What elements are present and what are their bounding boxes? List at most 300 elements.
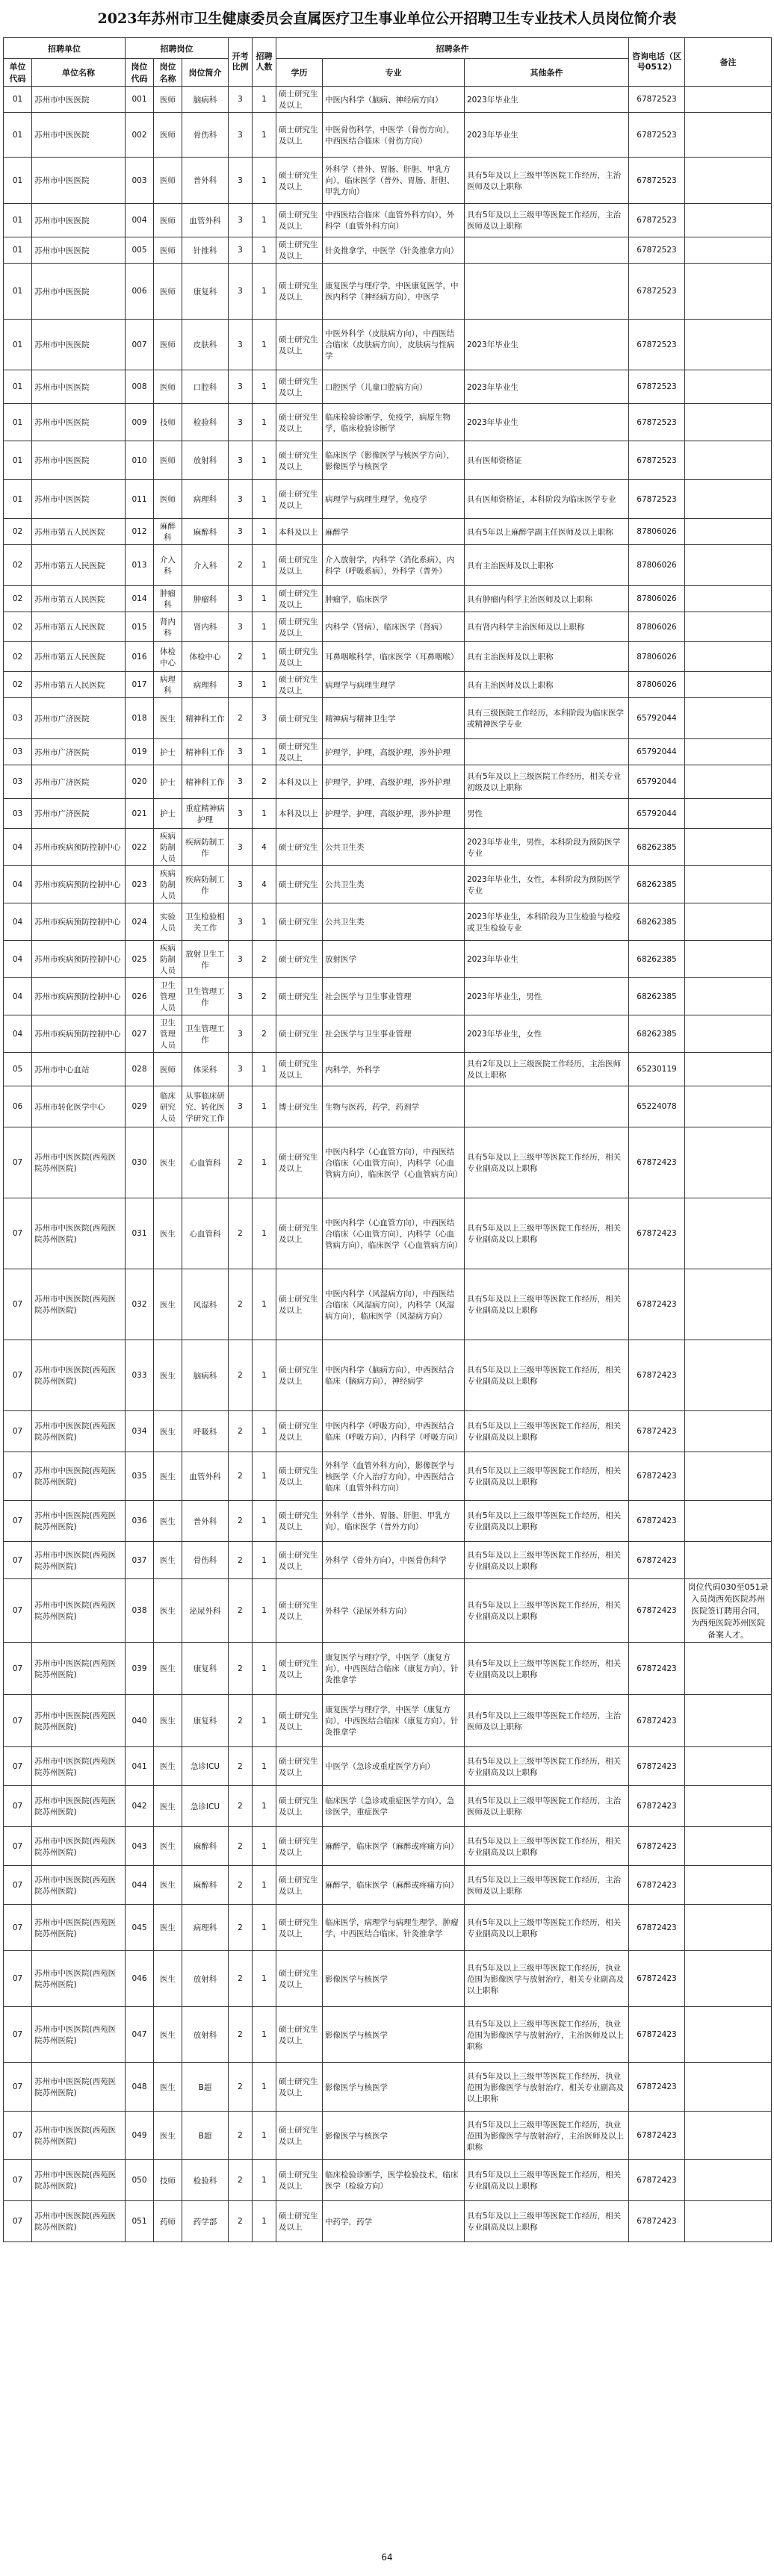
cell-remark: [685, 829, 772, 866]
cell-post-code: 032: [126, 1269, 154, 1340]
cell-post-name: 医生: [154, 2112, 182, 2160]
cell-post-desc: 病理科: [182, 1905, 229, 1951]
cell-other-conditions: [465, 237, 629, 264]
table-row: [4, 941, 772, 978]
cell-post-desc: 呼吸科: [182, 1411, 229, 1452]
cell-post-name: 肾内科: [154, 612, 182, 642]
cell-unit-name: 苏州市中医医院(西苑医院苏州医院): [32, 1501, 126, 1542]
cell-remark: [685, 799, 772, 829]
cell-hire-count: 1: [253, 739, 276, 765]
cell-unit-name: 苏州市第五人民医院: [32, 519, 126, 545]
cell-remark: [685, 1411, 772, 1452]
cell-remark: [685, 642, 772, 672]
cell-unit-code: 02: [4, 672, 32, 698]
cell-other-conditions: 具有5年及以上三级甲等医院工作经历，主治医师及以上职称: [465, 1786, 629, 1827]
table-row: [4, 1340, 772, 1411]
cell-remark: [685, 903, 772, 941]
cell-exam-ratio: 2: [229, 1452, 253, 1501]
cell-exam-ratio: 2: [229, 1827, 253, 1866]
cell-education: 硕士研究生及以上: [276, 480, 323, 519]
cell-post-desc: 重症精神病护理: [182, 799, 229, 829]
cell-phone: 67872423: [629, 1786, 685, 1827]
cell-unit-name: 苏州市广济医院: [32, 765, 126, 799]
cell-post-name: 肿瘤科: [154, 586, 182, 612]
cell-post-desc: B超: [182, 2063, 229, 2112]
cell-major: 针灸推拿学，中医学（针灸推拿方向）: [323, 237, 465, 264]
cell-education: 硕士研究生及以上: [276, 264, 323, 320]
cell-exam-ratio: 2: [229, 1411, 253, 1452]
cell-education: 硕士研究生: [276, 1015, 323, 1053]
cell-post-desc: 麻醉科: [182, 1866, 229, 1905]
cell-post-desc: 骨伤科: [182, 1542, 229, 1579]
cell-major: 中医骨伤科学，中医学（骨伤方向），中西医结合临床（骨伤方向）: [323, 113, 465, 158]
cell-phone: 67872423: [629, 1951, 685, 2007]
cell-exam-ratio: 2: [229, 2063, 253, 2112]
cell-phone: 67872423: [629, 1827, 685, 1866]
cell-phone: 68262385: [629, 866, 685, 903]
cell-other-conditions: 具有5年及以上三级甲等医院工作经历，相关专业副高及以上职称: [465, 2160, 629, 2201]
table-row: [4, 1695, 772, 1747]
table-row: [4, 829, 772, 866]
cell-hire-count: 1: [253, 264, 276, 320]
cell-major: 中医外科学（皮肤病方向），中西医结合临床（皮肤病方向），皮肤病与性病学: [323, 320, 465, 370]
cell-education: 硕士研究生及以上: [276, 1951, 323, 2007]
cell-post-name: 医生: [154, 1411, 182, 1452]
cell-exam-ratio: 2: [229, 1695, 253, 1747]
cell-exam-ratio: 2: [229, 1269, 253, 1340]
cell-unit-code: 03: [4, 739, 32, 765]
header-recruiting-post: 招聘岗位: [126, 38, 229, 59]
cell-major: 中医内科学（心血管方向），中西医结合临床（心血管方向），内科学（心血管病方向），临床医学（心血管病方向）: [323, 1198, 465, 1269]
cell-phone: 87806026: [629, 545, 685, 586]
cell-unit-name: 苏州市广济医院: [32, 698, 126, 739]
cell-phone: 67872423: [629, 1643, 685, 1695]
cell-other-conditions: 具有5年及以上三级甲等医院工作经历，相关专业副高及以上职称: [465, 1542, 629, 1579]
cell-major: 生物与医药，药学，药剂学: [323, 1086, 465, 1127]
cell-unit-code: 07: [4, 2160, 32, 2201]
cell-unit-name: 苏州市中医医院: [32, 113, 126, 158]
cell-exam-ratio: 2: [229, 642, 253, 672]
cell-hire-count: 1: [253, 1411, 276, 1452]
cell-unit-code: 01: [4, 404, 32, 441]
table-row: [4, 866, 772, 903]
cell-remark: [685, 2112, 772, 2160]
cell-remark: [685, 237, 772, 264]
cell-post-name: 医生: [154, 2063, 182, 2112]
cell-exam-ratio: 3: [229, 612, 253, 642]
header-ratio: 开考比例: [229, 38, 253, 87]
cell-hire-count: 1: [253, 113, 276, 158]
cell-remark: [685, 1501, 772, 1542]
cell-post-name: 医师: [154, 113, 182, 158]
cell-post-name: 医生: [154, 1542, 182, 1579]
cell-education: 硕士研究生及以上: [276, 2007, 323, 2063]
cell-education: 硕士研究生及以上: [276, 1786, 323, 1827]
table-row: [4, 1643, 772, 1695]
cell-post-desc: 病理科: [182, 672, 229, 698]
cell-unit-name: 苏州市中医医院(西苑医院苏州医院): [32, 2007, 126, 2063]
cell-remark: [685, 113, 772, 158]
cell-hire-count: 4: [253, 829, 276, 866]
table-row: [4, 1905, 772, 1951]
cell-unit-code: 07: [4, 1866, 32, 1905]
cell-major: 公共卫生类: [323, 903, 465, 941]
cell-remark: [685, 1866, 772, 1905]
cell-phone: 67872523: [629, 237, 685, 264]
cell-education: 硕士研究生及以上: [276, 113, 323, 158]
cell-unit-code: 02: [4, 545, 32, 586]
cell-post-desc: 精神科工作: [182, 765, 229, 799]
cell-other-conditions: 2023年毕业生: [465, 320, 629, 370]
cell-other-conditions: 具有5年及以上三级甲等医院工作经历，主治医师及以上职称: [465, 158, 629, 204]
cell-hire-count: 1: [253, 1501, 276, 1542]
cell-post-desc: 精神科工作: [182, 739, 229, 765]
header-post-code: 岗位代码: [126, 59, 154, 87]
cell-exam-ratio: 2: [229, 2201, 253, 2242]
cell-unit-code: 02: [4, 586, 32, 612]
cell-post-desc: 皮肤科: [182, 320, 229, 370]
cell-remark: [685, 1951, 772, 2007]
cell-post-name: 医生: [154, 1340, 182, 1411]
cell-unit-name: 苏州市中医医院(西苑医院苏州医院): [32, 1905, 126, 1951]
cell-unit-name: 苏州市中医医院(西苑医院苏州医院): [32, 1269, 126, 1340]
cell-post-name: 医生: [154, 1866, 182, 1905]
cell-hire-count: 1: [253, 480, 276, 519]
cell-major: 中医内科学（呼吸方向），中西医结合临床（呼吸方向），内科学（呼吸方向）: [323, 1411, 465, 1452]
cell-other-conditions: 具有5年以上麻醉学副主任医师及以上职称: [465, 519, 629, 545]
cell-education: 硕士研究生及以上: [276, 1053, 323, 1086]
table-row: [4, 87, 772, 113]
cell-hire-count: 1: [253, 2160, 276, 2201]
cell-major: 临床检验诊断学，医学检验技术，临床医学（检验方向）: [323, 2160, 465, 2201]
cell-post-name: 临床研究人员: [154, 1086, 182, 1127]
cell-education: 硕士研究生及以上: [276, 404, 323, 441]
cell-education: 硕士研究生及以上: [276, 2063, 323, 2112]
cell-phone: 67872423: [629, 1340, 685, 1411]
cell-post-name: 医师: [154, 1053, 182, 1086]
cell-post-desc: 麻醉科: [182, 1827, 229, 1866]
cell-unit-name: 苏州市中医医院(西苑医院苏州医院): [32, 1827, 126, 1866]
cell-other-conditions: 具有5年及以上三级医院工作经历，相关专业初级及以上职称: [465, 765, 629, 799]
cell-phone: 67872523: [629, 113, 685, 158]
cell-post-desc: 疾病防制工作: [182, 829, 229, 866]
cell-post-name: 医师: [154, 158, 182, 204]
cell-education: 硕士研究生及以上: [276, 204, 323, 237]
cell-exam-ratio: 3: [229, 158, 253, 204]
cell-post-code: 045: [126, 1905, 154, 1951]
cell-unit-name: 苏州市中医医院: [32, 87, 126, 113]
table-row: [4, 519, 772, 545]
cell-unit-code: 01: [4, 480, 32, 519]
table-row: [4, 1086, 772, 1127]
cell-post-desc: 肿瘤科: [182, 586, 229, 612]
cell-post-code: 037: [126, 1542, 154, 1579]
cell-post-desc: B超: [182, 2112, 229, 2160]
table-row: [4, 1198, 772, 1269]
cell-unit-name: 苏州市中医医院(西苑医院苏州医院): [32, 1198, 126, 1269]
cell-major: 耳鼻咽喉科学，临床医学（耳鼻咽喉）: [323, 642, 465, 672]
cell-unit-name: 苏州市中医医院(西苑医院苏州医院): [32, 1340, 126, 1411]
cell-unit-code: 02: [4, 519, 32, 545]
cell-unit-name: 苏州市疾病预防控制中心: [32, 941, 126, 978]
cell-post-desc: 急诊ICU: [182, 1786, 229, 1827]
cell-other-conditions: 具有5年及以上三级甲等医院工作经历，主治医师及以上职称: [465, 1866, 629, 1905]
cell-unit-name: 苏州市中心血站: [32, 1053, 126, 1086]
cell-unit-code: 02: [4, 612, 32, 642]
cell-other-conditions: 具有5年及以上三级甲等医院工作经历，相关专业副高及以上职称: [465, 1501, 629, 1542]
cell-hire-count: 1: [253, 1452, 276, 1501]
cell-unit-name: 苏州市中医医院(西苑医院苏州医院): [32, 1695, 126, 1747]
cell-hire-count: 2: [253, 765, 276, 799]
table-row: [4, 903, 772, 941]
cell-phone: 67872523: [629, 87, 685, 113]
cell-major: 中药学，药学: [323, 2201, 465, 2242]
cell-post-desc: 心血管科: [182, 1198, 229, 1269]
cell-unit-name: 苏州市第五人民医院: [32, 545, 126, 586]
cell-education: 硕士研究生及以上: [276, 1452, 323, 1501]
cell-education: 硕士研究生及以上: [276, 1866, 323, 1905]
cell-remark: [685, 739, 772, 765]
cell-post-name: 医师: [154, 204, 182, 237]
cell-exam-ratio: 3: [229, 799, 253, 829]
table-row: [4, 1015, 772, 1053]
cell-remark: [685, 941, 772, 978]
cell-other-conditions: 具有5年及以上三级甲等医院工作经历，相关专业副高及以上职称: [465, 1198, 629, 1269]
cell-post-code: 027: [126, 1015, 154, 1053]
cell-post-desc: 药学部: [182, 2201, 229, 2242]
cell-other-conditions: 具有主治医师及以上职称: [465, 672, 629, 698]
cell-hire-count: 1: [253, 1951, 276, 2007]
cell-post-name: 卫生管理人员: [154, 1015, 182, 1053]
cell-phone: 67872423: [629, 1127, 685, 1198]
cell-unit-code: 07: [4, 1542, 32, 1579]
cell-post-desc: 介入科: [182, 545, 229, 586]
table-row: [4, 1053, 772, 1086]
cell-education: 硕士研究生及以上: [276, 1340, 323, 1411]
cell-post-code: 025: [126, 941, 154, 978]
cell-post-code: 017: [126, 672, 154, 698]
table-row: [4, 2112, 772, 2160]
cell-other-conditions: 2023年毕业生，女性: [465, 1015, 629, 1053]
cell-major: 公共卫生类: [323, 866, 465, 903]
cell-major: 病理学与病理生理学，免疫学: [323, 480, 465, 519]
table-row: [4, 2007, 772, 2063]
cell-post-name: 医生: [154, 1951, 182, 2007]
cell-unit-name: 苏州市中医医院: [32, 237, 126, 264]
cell-post-desc: 针推科: [182, 237, 229, 264]
cell-education: 硕士研究生及以上: [276, 1579, 323, 1643]
cell-other-conditions: 具有5年及以上三级甲等医院工作经历，相关专业副高及以上职称: [465, 1340, 629, 1411]
cell-major: 临床医学（影像医学与核医学方向），影像医学与核医学: [323, 441, 465, 480]
cell-unit-code: 04: [4, 978, 32, 1015]
table-row: [4, 113, 772, 158]
cell-remark: [685, 370, 772, 404]
cell-remark: [685, 2063, 772, 2112]
cell-unit-code: 06: [4, 1086, 32, 1127]
cell-education: 本科及以上: [276, 765, 323, 799]
cell-unit-code: 07: [4, 1579, 32, 1643]
cell-unit-name: 苏州市中医医院: [32, 264, 126, 320]
cell-other-conditions: 具有三级医院工作经历，本科阶段为临床医学或精神医学专业: [465, 698, 629, 739]
cell-post-name: 医师: [154, 264, 182, 320]
cell-exam-ratio: 3: [229, 739, 253, 765]
cell-hire-count: 4: [253, 866, 276, 903]
cell-hire-count: 1: [253, 2112, 276, 2160]
cell-unit-code: 07: [4, 1905, 32, 1951]
cell-unit-code: 01: [4, 158, 32, 204]
cell-hire-count: 2: [253, 978, 276, 1015]
cell-other-conditions: [465, 264, 629, 320]
positions-table: [3, 37, 772, 2242]
cell-remark: [685, 2007, 772, 2063]
cell-phone: 67872423: [629, 1452, 685, 1501]
cell-post-name: 护士: [154, 765, 182, 799]
cell-remark: [685, 1542, 772, 1579]
cell-post-name: 技师: [154, 2160, 182, 2201]
cell-other-conditions: 具有5年及以上三级甲等医院工作经历，执业范围为影像医学与放射治疗，相关专业副高及以上职称: [465, 1951, 629, 2007]
cell-phone: 87806026: [629, 586, 685, 612]
cell-major: 放射医学: [323, 941, 465, 978]
cell-other-conditions: 2023年毕业生，男性，本科阶段为预防医学专业: [465, 829, 629, 866]
cell-post-desc: 麻醉科: [182, 519, 229, 545]
cell-exam-ratio: 3: [229, 480, 253, 519]
cell-hire-count: 1: [253, 799, 276, 829]
cell-phone: 68262385: [629, 1015, 685, 1053]
cell-major: 临床医学，病理学与病理生理学，肿瘤学，中西医结合临床，针灸推拿学: [323, 1905, 465, 1951]
cell-education: 硕士研究生及以上: [276, 1905, 323, 1951]
cell-education: 硕士研究生及以上: [276, 1542, 323, 1579]
table-row: [4, 545, 772, 586]
cell-education: 硕士研究生: [276, 941, 323, 978]
cell-unit-code: 07: [4, 1747, 32, 1786]
cell-education: 硕士研究生及以上: [276, 586, 323, 612]
cell-hire-count: 1: [253, 1542, 276, 1579]
cell-other-conditions: 具有医师资格证，本科阶段为临床医学专业: [465, 480, 629, 519]
cell-unit-code: 07: [4, 2201, 32, 2242]
cell-exam-ratio: 2: [229, 1579, 253, 1643]
cell-other-conditions: 具有5年及以上三级甲等医院工作经历，执业范围为影像医学与放射治疗，主治医师及以上职称: [465, 2112, 629, 2160]
cell-major: 中医学（急诊或重症医学方向）: [323, 1747, 465, 1786]
cell-post-code: 015: [126, 612, 154, 642]
cell-unit-code: 07: [4, 2112, 32, 2160]
cell-unit-code: 07: [4, 2007, 32, 2063]
cell-unit-name: 苏州市中医医院(西苑医院苏州医院): [32, 1452, 126, 1501]
cell-unit-name: 苏州市中医医院(西苑医院苏州医院): [32, 2160, 126, 2201]
cell-unit-code: 07: [4, 1951, 32, 2007]
cell-hire-count: 1: [253, 586, 276, 612]
cell-post-code: 004: [126, 204, 154, 237]
cell-other-conditions: 2023年毕业生: [465, 113, 629, 158]
cell-post-desc: 急诊ICU: [182, 1747, 229, 1786]
cell-major: 外科学（普外、胃肠、肝胆、甲乳方向），临床医学（普外、胃肠、肝胆、甲乳方向）: [323, 158, 465, 204]
cell-post-code: 035: [126, 1452, 154, 1501]
cell-education: 硕士研究生及以上: [276, 370, 323, 404]
cell-other-conditions: 具有主治医师及以上职称: [465, 545, 629, 586]
table-row: [4, 672, 772, 698]
cell-other-conditions: 具有2年及以上三级医院工作经历，主治医师及以上职称: [465, 1053, 629, 1086]
cell-remark: [685, 612, 772, 642]
cell-unit-code: 07: [4, 1411, 32, 1452]
cell-post-code: 006: [126, 264, 154, 320]
cell-hire-count: 1: [253, 441, 276, 480]
cell-unit-code: 07: [4, 1198, 32, 1269]
cell-education: 硕士研究生: [276, 978, 323, 1015]
cell-major: 影像医学与核医学: [323, 1951, 465, 2007]
cell-other-conditions: 2023年毕业生: [465, 941, 629, 978]
table-row: [4, 2201, 772, 2242]
cell-post-name: 医生: [154, 1579, 182, 1643]
cell-post-code: 031: [126, 1198, 154, 1269]
cell-exam-ratio: 2: [229, 698, 253, 739]
cell-major: 麻醉学: [323, 519, 465, 545]
cell-post-code: 012: [126, 519, 154, 545]
header-post-desc: 岗位简介: [182, 59, 229, 87]
cell-post-name: 体检中心: [154, 642, 182, 672]
cell-post-desc: 血管外科: [182, 1452, 229, 1501]
cell-remark: [685, 1198, 772, 1269]
cell-post-name: 医生: [154, 1747, 182, 1786]
cell-education: 硕士研究生及以上: [276, 1269, 323, 1340]
cell-post-code: 009: [126, 404, 154, 441]
cell-post-desc: 脑病科: [182, 87, 229, 113]
cell-education: 硕士研究生及以上: [276, 1127, 323, 1198]
cell-unit-name: 苏州市中医医院(西苑医院苏州医院): [32, 1643, 126, 1695]
cell-remark: [685, 480, 772, 519]
cell-phone: 87806026: [629, 612, 685, 642]
cell-exam-ratio: 3: [229, 1015, 253, 1053]
cell-exam-ratio: 3: [229, 519, 253, 545]
cell-education: 硕士研究生: [276, 698, 323, 739]
cell-other-conditions: 具有5年及以上三级甲等医院工作经历，相关专业副高及以上职称: [465, 1579, 629, 1643]
cell-post-code: 016: [126, 642, 154, 672]
cell-major: 中医内科学（脑病方向），中西医结合临床（脑病方向），神经病学: [323, 1340, 465, 1411]
cell-other-conditions: 2023年毕业生: [465, 87, 629, 113]
cell-exam-ratio: 2: [229, 1951, 253, 2007]
cell-other-conditions: 2023年毕业生: [465, 404, 629, 441]
table-row: [4, 158, 772, 204]
cell-post-name: 医师: [154, 480, 182, 519]
header-unit-code: 单位代码: [4, 59, 32, 87]
cell-remark: [685, 404, 772, 441]
cell-post-code: 024: [126, 903, 154, 941]
cell-unit-code: 01: [4, 204, 32, 237]
cell-unit-name: 苏州市中医医院(西苑医院苏州医院): [32, 1786, 126, 1827]
cell-post-name: 医师: [154, 320, 182, 370]
cell-post-desc: 普外科: [182, 158, 229, 204]
cell-unit-name: 苏州市中医医院: [32, 320, 126, 370]
cell-post-code: 043: [126, 1827, 154, 1866]
cell-education: 硕士研究生及以上: [276, 1695, 323, 1747]
cell-phone: 67872423: [629, 1747, 685, 1786]
cell-exam-ratio: 2: [229, 1127, 253, 1198]
cell-exam-ratio: 2: [229, 2160, 253, 2201]
table-row: [4, 370, 772, 404]
cell-post-name: 疾病防制人员: [154, 941, 182, 978]
cell-remark: [685, 264, 772, 320]
cell-phone: 67872423: [629, 2063, 685, 2112]
cell-post-desc: 卫生管理工作: [182, 978, 229, 1015]
cell-hire-count: 1: [253, 519, 276, 545]
cell-post-name: 医生: [154, 1827, 182, 1866]
cell-hire-count: 1: [253, 320, 276, 370]
cell-education: 硕士研究生及以上: [276, 545, 323, 586]
cell-education: 硕士研究生及以上: [276, 441, 323, 480]
cell-hire-count: 1: [253, 370, 276, 404]
cell-exam-ratio: 3: [229, 237, 253, 264]
table-row: [4, 765, 772, 799]
cell-remark: [685, 1127, 772, 1198]
cell-remark: [685, 1015, 772, 1053]
